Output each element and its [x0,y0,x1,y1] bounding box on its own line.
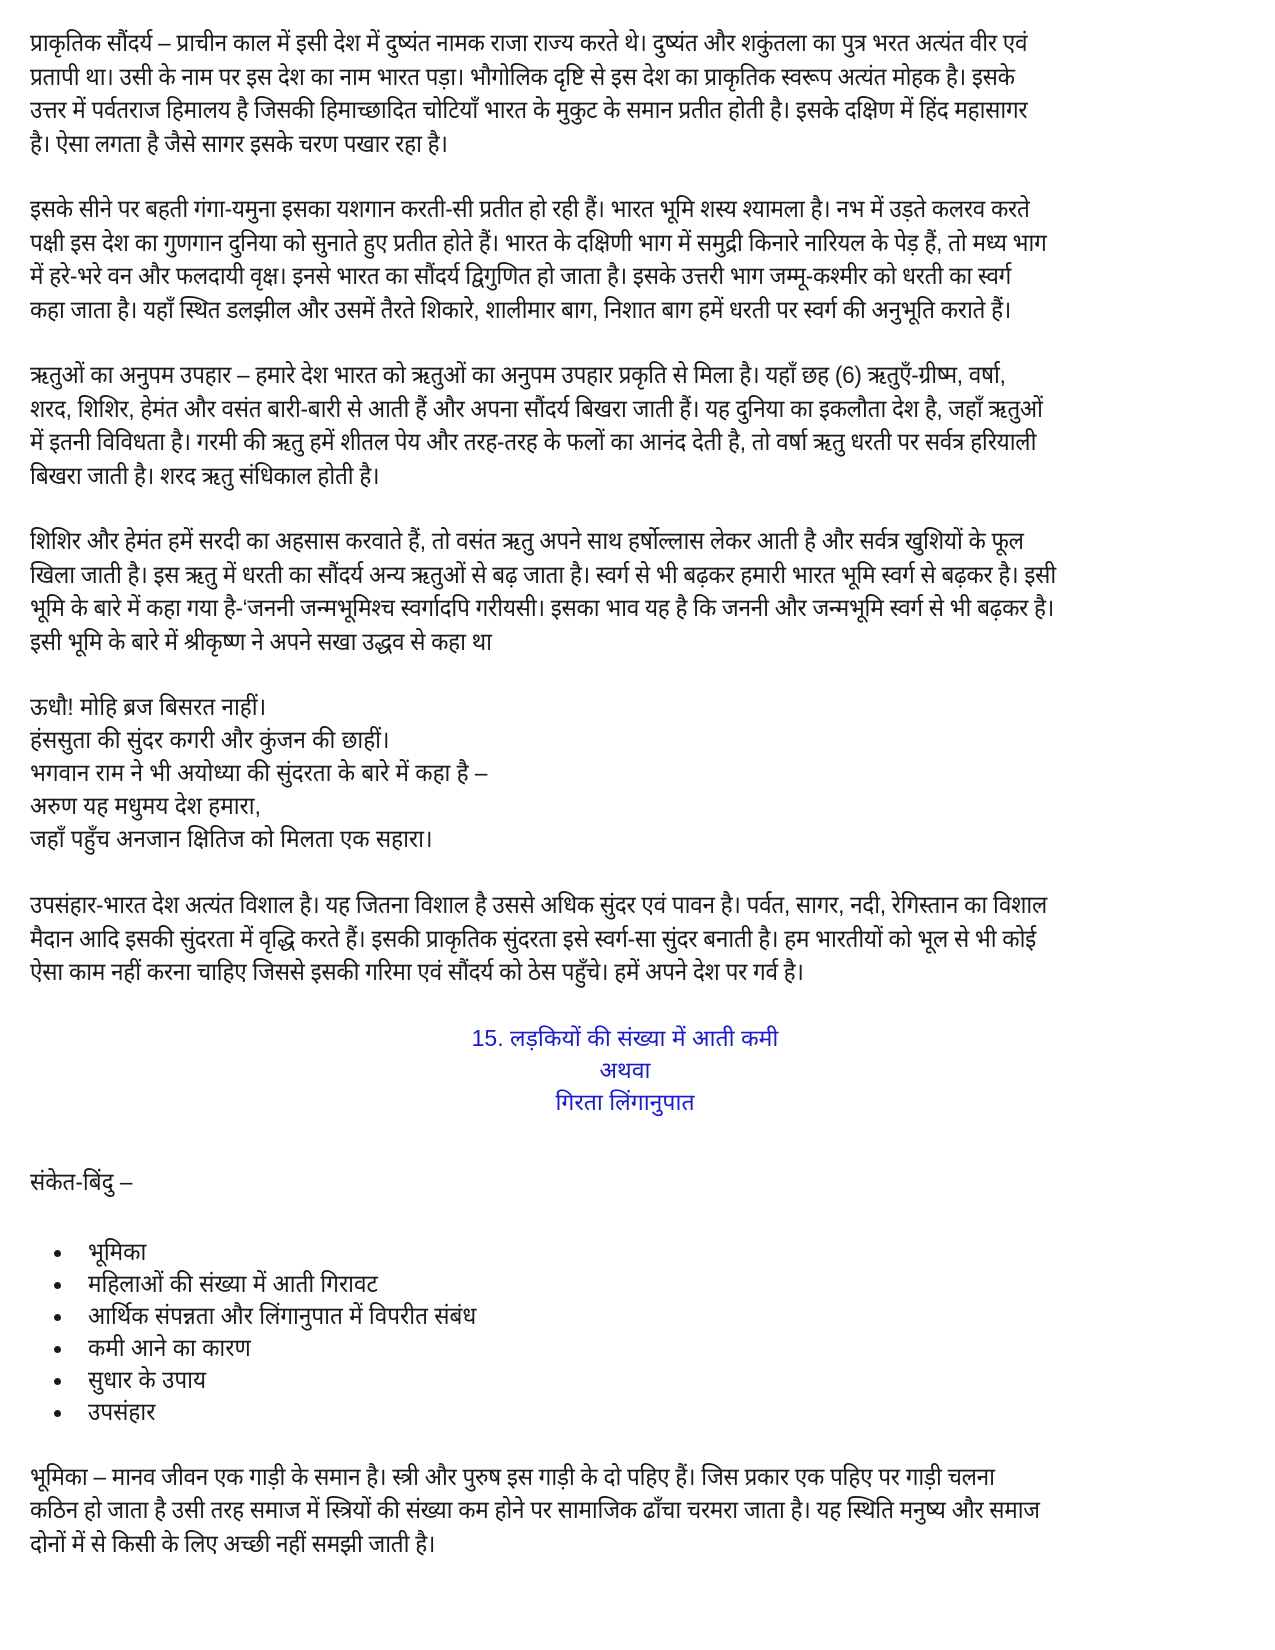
bullet-icon [54,1282,61,1289]
list-item [30,1269,1255,1301]
list-item-text: कमी आने का कारण [88,1334,251,1362]
text-line: मैदान आदि इसकी सुंदरता में वृद्धि करते हैं। इसकी प्राकृतिक सुंदरता इसे स्वर्ग-सा सुंदर बनाती है। हम भारतीयों को भूल से भी कोई [30,925,1036,953]
text-line: खिला जाती है। इस ऋतु में धरती का सौंदर्य अन्य ऋतुओं से बढ़ जाता है। स्वर्ग से भी बढ़कर हमारी भारत भूमि स्वर्ग से बढ़कर है। इसी [30,561,1056,589]
bullet-icon [54,1410,61,1417]
list-item-text: सुधार के उपाय [88,1366,207,1394]
verse-line: भगवान राम ने भी अयोध्या की सुंदरता के बारे में कहा है – [30,760,488,787]
verse-line: अरुण यह मधुमय देश हमारा, [30,793,261,820]
text-line: पक्षी इस देश का गुणगान दुनिया को सुनाते हुए प्रतीत होते हैं। भारत के दक्षिणी भाग में समुद्री किनारे नारियल के पेड़ हैं, तो मध्य भाग [30,229,1047,257]
list-item [30,1365,1255,1397]
paragraph-conclusion [30,889,1254,990]
text-line: भूमिका – मानव जीवन एक गाड़ी के समान है। स्त्री और पुरुष इस गाड़ी के दो पहिए हैं। जिस प्रकार एक पहिए पर गाड़ी चलना [30,1463,995,1491]
list-item-text: महिलाओं की संख्या में आती गिरावट [88,1270,378,1298]
bullet-icon [54,1378,61,1385]
bullet-icon [54,1346,61,1353]
text-line: बिखरा जाती है। शरद ऋतु संधिकाल होती है। [30,462,380,490]
bullet-icon [54,1250,61,1257]
paragraph-winter-spring [30,525,1254,659]
list-item [30,1397,1255,1429]
list-item [30,1237,1255,1269]
text-line: में हरे-भरे वन और फलदायी वृक्ष। इनसे भारत का सौंदर्य द्विगुणित हो जाता है। इसके उत्तरी भाग जम्मू-कश्मीर को धरती का स्वर्ग [30,263,1012,290]
text-line: इसके सीने पर बहती गंगा-यमुना इसका यशगान करती-सी प्रतीत हो रही हैं। भारत भूमि शस्य श्यामला है। नभ में उड़ते कलरव करते [30,196,1030,223]
text-line: दोनों में से किसी के लिए अच्छी नहीं समझी जाती है। [30,1530,436,1558]
verse-block [30,691,1254,856]
text-line: भूमि के बारे में कहा गया है-‘जननी जन्मभूमिश्च स्वर्गादपि गरीयसी। इसका भाव यह है कि जननी और जन्मभूमि स्वर्ग से भी बढ़कर है। [30,595,1055,622]
list-item-text: उपसंहार [88,1398,156,1426]
paragraph-rivers-and-land [30,193,1254,327]
text-line: ऋतुओं का अनुपम उपहार – हमारे देश भारत को ऋतुओं का अनुपम उपहार प्रकृति से मिला है। यहाँ छह (6) ऋतुएँ-ग्रीष्म, वर्षा, [30,362,1006,389]
list-item-text: आर्थिक संपन्नता और लिंगानुपात में विपरीत संबंध [88,1302,477,1330]
verse-line: हंससुता की सुंदर कगरी और कुंजन की छाहीं। [30,727,390,754]
text-line: शिशिर और हेमंत हमें सरदी का अहसास करवाते हैं, तो वसंत ऋतु अपने साथ हर्षोल्लास लेकर आती है और सर्वत्र खुशियों के फूल [30,528,1024,555]
essay-title-separator: अथवा [599,1056,651,1083]
text-line: प्रतापी था। उसी के नाम पर इस देश का नाम भारत पड़ा। भौगोलिक दृष्टि से इस देश का प्राकृतिक स्वरूप अत्यंत मोहक है। इसके [30,63,1015,91]
list-item-text: भूमिका [88,1238,147,1266]
text-line: कठिन हो जाता है उसी तरह समाज में स्त्रियों की संख्या कम होने पर सामाजिक ढाँचा चरमरा जाता है। यह स्थिति मनुष्य और समाज [30,1497,1040,1524]
text-line: कहा जाता है। यहाँ स्थित डलझील और उसमें तैरते शिकारे, शालीमार बाग, निशात बाग हमें धरती पर स्वर्ग की अनुभूति कराते हैं। [30,296,1012,324]
essay-title: 15. लड़कियों की संख्या में आती कमी [471,1024,779,1051]
text-line: उत्तर में पर्वतराज हिमालय है जिसकी हिमाच्छादित चोटियाँ भारत के मुकुट के समान प्रतीत होती है। इसके दक्षिण में हिंद महासागर [30,97,1028,124]
hint-points-list [30,1237,1255,1429]
hint-points-label: संकेत-बिंदु – [30,1168,133,1196]
verse-line: जहाँ पहुँच अनजान क्षितिज को मिलता एक सहारा। [30,826,433,853]
verse-line: ऊधौ! मोहि ब्रज बिसरत नाहीं। [30,694,267,721]
list-item [30,1301,1255,1333]
paragraph-introduction [30,1461,1254,1562]
text-line: में इतनी विविधता है। गरमी की ऋतु हमें शीतल पेय और तरह-तरह के फलों का आनंद देती है, तो वर्षा ऋतु धरती पर सर्वत्र हरियाली [30,429,1037,456]
text-line: उपसंहार-भारत देश अत्यंत विशाल है। यह जितना विशाल है उससे अधिक सुंदर एवं पावन है। पर्वत, सागर, नदी, रेगिस्तान का विशाल [30,892,1047,919]
essay-heading [30,1022,1220,1118]
text-line: शरद, शिशिर, हेमंत और वसंत बारी-बारी से आती हैं और अपना सौंदर्य बिखरा जाती हैं। यह दुनिया का इकलौता देश है, जहाँ ऋतुओं [30,395,1043,423]
text-line: प्राकृतिक सौंदर्य – प्राचीन काल में इसी देश में दुष्यंत नामक राजा राज्य करते थे। दुष्यंत और शकुंतला का पुत्र भरत अत्यंत वीर एवं [30,30,1028,57]
document-page [30,27,1255,1593]
text-line: इसी भूमि के बारे में श्रीकृष्ण ने अपने सखा उद्धव से कहा था [30,628,492,656]
text-line: है। ऐसा लगता है जैसे सागर इसके चरण पखार रहा है। [30,130,448,158]
bullet-icon [54,1314,61,1321]
text-line: ऐसा काम नहीं करना चाहिए जिससे इसकी गरिमा एवं सौंदर्य को ठेस पहुँचे। हमें अपने देश पर गर्व है। [30,959,804,986]
paragraph-natural-beauty [30,27,1254,161]
essay-alt-title: गिरता लिंगानुपात [555,1088,695,1115]
list-item [30,1333,1255,1365]
paragraph-seasons-gift [30,359,1254,493]
